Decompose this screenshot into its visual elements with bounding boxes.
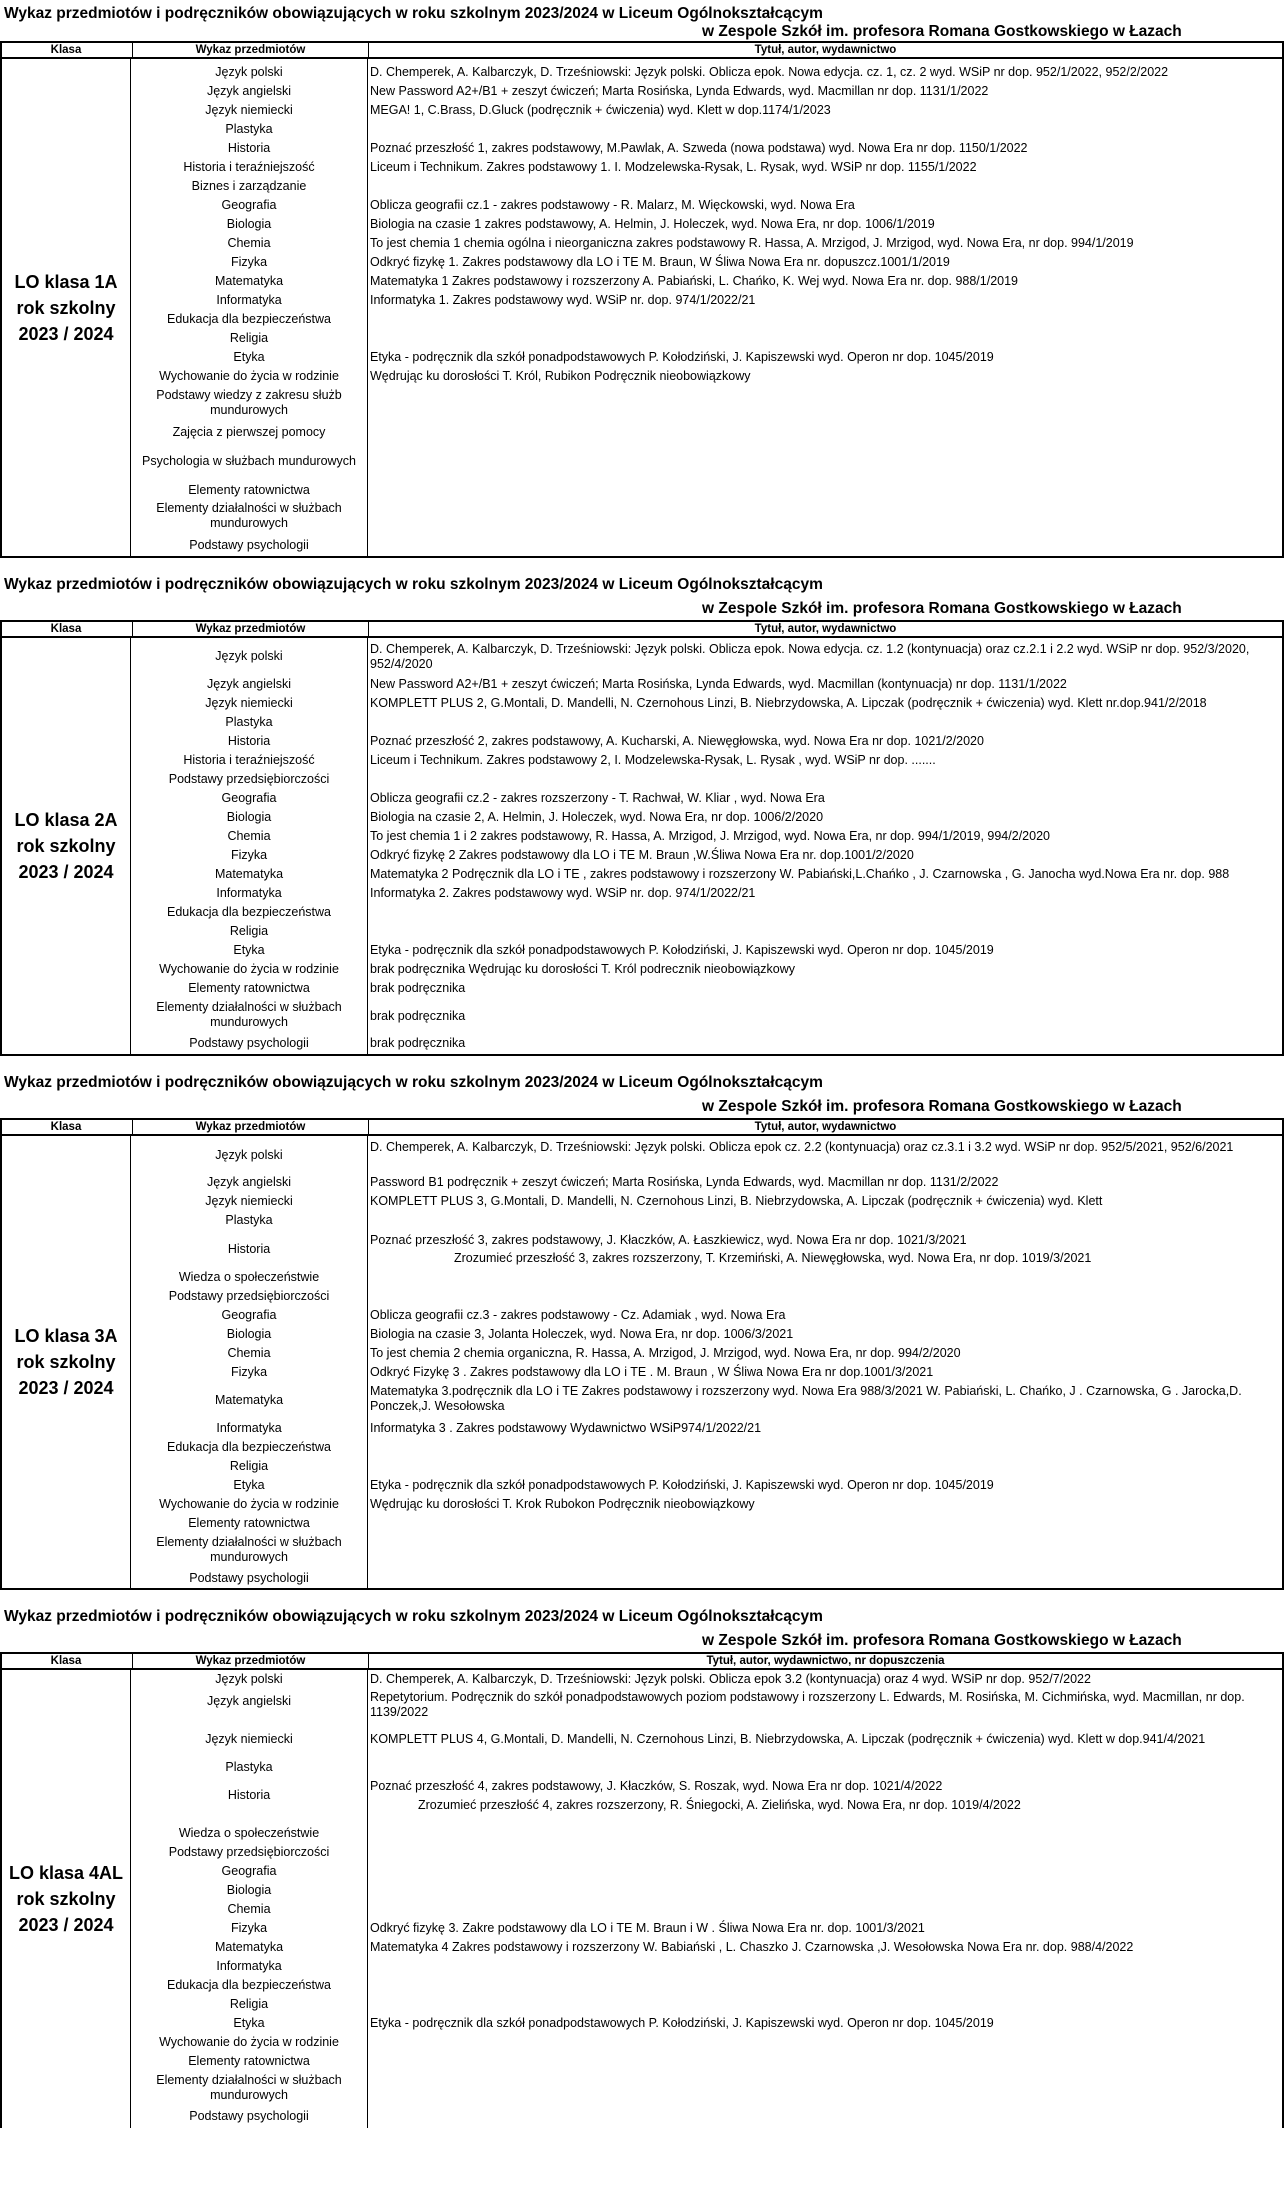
subjects-column bbox=[131, 638, 368, 1054]
subject-item: Język niemiecki bbox=[205, 1732, 293, 1746]
book-entry: New Password A2+/B1 + zeszyt ćwiczeń; Marta Rosińska, Lynda Edwards, wyd. Macmillan (kontynuacja) nr dop. 1131/1/2022 bbox=[370, 677, 1067, 691]
subject-item: Matematyka bbox=[214, 274, 284, 288]
header-tytul: Tytuł, autor, wydawnictwo, nr dopuszczenia bbox=[706, 1655, 945, 1667]
subject-item: Biologia bbox=[226, 217, 272, 231]
subject-item: Wychowanie do życia w rodzinie bbox=[159, 1497, 339, 1511]
subject-item: Religia bbox=[229, 1459, 269, 1473]
subject-item: Język polski bbox=[215, 649, 283, 663]
header-klasa: Klasa bbox=[50, 623, 82, 635]
section-subtitle: w Zespole Szkół im. profesora Romana Gostkowskiego w Łazach bbox=[702, 1632, 1182, 1649]
book-entry: Matematyka 4 Zakres podstawowy i rozszerzony W. Babiański , L. Chaszko J. Czarnowska ,J. Wesołowska Nowa Era nr. dop. 988/4/2022 bbox=[370, 1940, 1134, 1954]
subject-item: Podstawy psychologii bbox=[189, 1036, 309, 1050]
textbook-table bbox=[0, 1136, 1284, 1590]
subject-item: Etyka bbox=[233, 2016, 265, 2030]
subject-item: Etyka bbox=[233, 1478, 265, 1492]
subject-item: Informatyka bbox=[216, 886, 282, 900]
subject-item: Elementy ratownictwa bbox=[188, 1516, 310, 1530]
book-entry: Liceum i Technikum. Zakres podstawowy 2, I. Modzelewska-Rysak, L. Rysak , wyd. WSiP nr dop. ....... bbox=[370, 753, 936, 767]
book-entry: To jest chemia 1 i 2 zakres podstawowy, R. Hassa, A. Mrzigod, J. Mrzigod, wyd. Nowa Era, nr dop. 994/1/2019, 994/2/2020 bbox=[370, 829, 1050, 843]
header-przedmioty: Wykaz przedmiotów bbox=[132, 1120, 369, 1134]
subject-item: Język angielski bbox=[206, 84, 292, 98]
book-entry: D. Chemperek, A. Kalbarczyk, D. Trześniowski: Język polski. Oblicza epok. Nowa edycja. cz. 1.2 (kontynuacja) oraz cz.2.1 i 2.2 wyd. WSiP nr dop. 952/3/2020, 952/4/2020 bbox=[370, 642, 1250, 671]
book-entry: KOMPLETT PLUS 4, G.Montali, D. Mandelli, N. Czernohous Linzi, B. Niebrzydowska, A. Lipczak (podręcznik + ćwiczenia) wyd. Klett w dop.941/4/2021 bbox=[370, 1732, 1206, 1746]
book-entry: Oblicza geografii cz.3 - zakres podstawowy - Cz. Adamiak , wyd. Nowa Era bbox=[370, 1308, 786, 1322]
subject-item: Historia bbox=[227, 734, 271, 748]
subject-item: Elementy ratownictwa bbox=[188, 483, 310, 497]
book-entry: Wędrując ku dorosłości T. Krok Rubokon Podręcznik nieobowiązkowy bbox=[370, 1497, 755, 1511]
subject-item: Podstawy wiedzy z zakresu służb mundurowych bbox=[156, 388, 342, 417]
subject-item: Informatyka bbox=[216, 1421, 282, 1435]
subject-item: Język angielski bbox=[206, 677, 292, 691]
book-entry: Biologia na czasie 1 zakres podstawowy, A. Helmin, J. Holeczek, wyd. Nowa Era, nr dop. 1006/1/2019 bbox=[370, 217, 935, 231]
section-title: Wykaz przedmiotów i podręczników obowiązujących w roku szkolnym 2023/2024 w Liceum Ogólnokształcącym bbox=[4, 576, 823, 593]
subject-item: Język polski bbox=[215, 1148, 283, 1162]
subject-item: Fizyka bbox=[230, 1921, 268, 1935]
subject-item: Fizyka bbox=[230, 255, 268, 269]
subject-item: Historia bbox=[227, 1788, 271, 1802]
subject-item: Elementy ratownictwa bbox=[188, 981, 310, 995]
subject-item: Język niemiecki bbox=[205, 696, 293, 710]
book-entry: Odkryć Fizykę 3 . Zakres podstawowy dla LO i TE . M. Braun , W Śliwa Nowa Era nr dop.1001/3/2021 bbox=[370, 1365, 934, 1379]
subject-item: Wiedza o społeczeństwie bbox=[178, 1826, 320, 1840]
subject-item: Podstawy przedsiębiorczości bbox=[168, 1289, 330, 1303]
subject-item: Wychowanie do życia w rodzinie bbox=[159, 369, 339, 383]
section-subtitle: w Zespole Szkół im. profesora Romana Gostkowskiego w Łazach bbox=[702, 23, 1182, 40]
book-entry: Biologia na czasie 3, Jolanta Holeczek, wyd. Nowa Era, nr dop. 1006/3/2021 bbox=[370, 1327, 794, 1341]
subject-item: Historia bbox=[227, 1242, 271, 1256]
book-entry: Liceum i Technikum. Zakres podstawowy 1. I. Modzelewska-Rysak, L. Rysak, wyd. WSiP nr dop. 1155/1/2022 bbox=[370, 160, 977, 174]
class-cell: LO klasa 2A rok szkolny 2023 / 2024 bbox=[2, 638, 131, 1054]
book-entry: Matematyka 3.podręcznik dla LO i TE Zakres podstawowy i rozszerzony wyd. Nowa Era 988/3/2021 W. Pabiański, L. Chańko, J . Czarnowska, G . Jarocka,D. Ponczek,J. Wesołowska bbox=[370, 1384, 1242, 1413]
book-entry: Oblicza geografii cz.2 - zakres rozszerzony - T. Rachwał, W. Kliar , wyd. Nowa Era bbox=[370, 791, 825, 805]
book-entry: Repetytorium. Podręcznik do szkół ponadpodstawowych poziom podstawowy i rozszerzony L. Edwards, M. Rosińska, M. Cichmińska, wyd. Macmillan, nr dop. 1139/2022 bbox=[370, 1690, 1245, 1719]
subjects-column bbox=[131, 1670, 368, 2128]
book-entry: D. Chemperek, A. Kalbarczyk, D. Trześniowski: Język polski. Oblicza epok 3.2 (kontynuacja) oraz 4 wyd. WSiP nr dop. 952/7/2022 bbox=[370, 1672, 1091, 1686]
book-entry: MEGA! 1, C.Brass, D.Gluck (podręcznik + ćwiczenia) wyd. Klett w dop.1174/1/2023 bbox=[370, 103, 831, 117]
class-cell: LO klasa 1A rok szkolny 2023 / 2024 bbox=[2, 59, 131, 556]
subjects-column bbox=[131, 1136, 368, 1588]
subject-item: Informatyka bbox=[216, 1959, 282, 1973]
subject-item: Plastyka bbox=[225, 1213, 273, 1227]
section-title: Wykaz przedmiotów i podręczników obowiązujących w roku szkolnym 2023/2024 w Liceum Ogólnokształcącym bbox=[4, 5, 823, 22]
subjects-column bbox=[131, 59, 368, 556]
subject-item: Fizyka bbox=[230, 848, 268, 862]
subject-item: Chemia bbox=[227, 236, 271, 250]
subject-item: Matematyka bbox=[214, 1940, 284, 1954]
subject-item: Chemia bbox=[227, 1902, 271, 1916]
book-entry: brak podręcznika bbox=[370, 981, 466, 995]
subject-item: Podstawy psychologii bbox=[189, 2109, 309, 2123]
book-entry: Etyka - podręcznik dla szkół ponadpodstawowych P. Kołodziński, J. Kapiszewski wyd. Operon nr dop. 1045/2019 bbox=[370, 1478, 994, 1492]
book-entry: Informatyka 2. Zakres podstawowy wyd. WSiP nr. dop. 974/1/2022/21 bbox=[370, 886, 756, 900]
subject-item: Religia bbox=[229, 1997, 269, 2011]
subject-item: Geografia bbox=[221, 1308, 277, 1322]
subject-item: Język angielski bbox=[206, 1694, 292, 1708]
subject-item: Podstawy psychologii bbox=[189, 538, 309, 552]
subject-item: Wiedza o społeczeństwie bbox=[178, 1270, 320, 1284]
book-entry: Password B1 podręcznik + zeszyt ćwiczeń; Marta Rosińska, Lynda Edwards, wyd. Macmillan nr dop. 1131/2/2022 bbox=[370, 1175, 999, 1189]
subject-item: Historia bbox=[227, 141, 271, 155]
subject-item: Elementy działalności w służbach mundurowych bbox=[156, 2073, 342, 2102]
subject-item: Język niemiecki bbox=[205, 1194, 293, 1208]
subject-item: Edukacja dla bezpieczeństwa bbox=[167, 905, 331, 919]
subject-item: Informatyka bbox=[216, 293, 282, 307]
header-tytul: Tytuł, autor, wydawnictwo bbox=[754, 1121, 897, 1133]
subject-item: Język niemiecki bbox=[205, 103, 293, 117]
books-column bbox=[368, 1136, 1282, 1588]
book-entry: brak podręcznika Wędrując ku dorosłości T. Król podrecznik nieobowiązkowy bbox=[370, 962, 795, 976]
books-column bbox=[368, 1670, 1282, 2128]
book-entry: Informatyka 1. Zakres podstawowy wyd. WSiP nr. dop. 974/1/2022/21 bbox=[370, 293, 756, 307]
book-entry: Etyka - podręcznik dla szkół ponadpodstawowych P. Kołodziński, J. Kapiszewski wyd. Operon nr dop. 1045/2019 bbox=[370, 2016, 994, 2030]
subject-item: Plastyka bbox=[225, 1760, 273, 1774]
header-klasa: Klasa bbox=[50, 1121, 82, 1133]
subject-item: Geografia bbox=[221, 791, 277, 805]
subject-item: Etyka bbox=[233, 350, 265, 364]
subject-item: Plastyka bbox=[225, 122, 273, 136]
book-entry: New Password A2+/B1 + zeszyt ćwiczeń; Marta Rosińska, Lynda Edwards, wyd. Macmillan nr dop. 1131/1/2022 bbox=[370, 84, 989, 98]
header-przedmioty: Wykaz przedmiotów bbox=[132, 43, 369, 57]
subject-item: Wychowanie do życia w rodzinie bbox=[159, 2035, 339, 2049]
book-entry: To jest chemia 2 chemia organiczna, R. Hassa, A. Mrzigod, J. Mrzigod, wyd. Nowa Era, nr dop. 994/2/2020 bbox=[370, 1346, 961, 1360]
book-entry: brak podręcznika bbox=[370, 1009, 466, 1023]
subject-item: Matematyka bbox=[214, 1393, 284, 1407]
subject-item: Elementy działalności w służbach mundurowych bbox=[156, 501, 342, 530]
header-tytul: Tytuł, autor, wydawnictwo bbox=[754, 44, 897, 56]
book-entry: Zrozumieć przeszłość 4, zakres rozszerzony, R. Śniegocki, A. Zielińska, wyd. Nowa Era, nr dop. 1019/4/2022 bbox=[418, 1798, 1021, 1812]
book-entry: Etyka - podręcznik dla szkół ponadpodstawowych P. Kołodziński, J. Kapiszewski wyd. Operon nr dop. 1045/2019 bbox=[370, 943, 994, 957]
book-entry: KOMPLETT PLUS 3, G.Montali, D. Mandelli, N. Czernohous Linzi, B. Niebrzydowska, A. Lipczak (podręcznik + ćwiczenia) wyd. Klett bbox=[370, 1194, 1103, 1208]
book-entry: Odkryć fizykę 2 Zakres podstawowy dla LO i TE M. Braun ,W.Śliwa Nowa Era nr. dop.1001/2/2020 bbox=[370, 848, 914, 862]
subject-item: Matematyka bbox=[214, 867, 284, 881]
subject-item: Biznes i zarządzanie bbox=[191, 179, 307, 193]
section-title: Wykaz przedmiotów i podręczników obowiązujących w roku szkolnym 2023/2024 w Liceum Ogólnokształcącym bbox=[4, 1608, 823, 1625]
header-klasa: Klasa bbox=[50, 1655, 82, 1667]
subject-item: Elementy działalności w służbach mundurowych bbox=[156, 1535, 342, 1564]
table-header bbox=[0, 41, 1284, 59]
book-entry: Informatyka 3 . Zakres podstawowy Wydawnictwo WSiP974/1/2022/21 bbox=[370, 1421, 762, 1435]
books-column bbox=[368, 638, 1282, 1054]
subject-item: Podstawy psychologii bbox=[189, 1571, 309, 1585]
book-entry: Matematyka 2 Podręcznik dla LO i TE , zakres podstawowy i rozszerzony W. Pabiański,L.Chańko , J. Czarnowska , G. Janocha wyd.Nowa Era nr. dop. 988 bbox=[370, 867, 1230, 881]
book-entry: Poznać przeszłość 2, zakres podstawowy, A. Kucharski, A. Niewęgłowska, wyd. Nowa Era nr dop. 1021/2/2020 bbox=[370, 734, 984, 748]
book-entry: Poznać przeszłość 4, zakres podstawowy, J. Kłaczków, S. Roszak, wyd. Nowa Era nr dop. 1021/4/2022 bbox=[370, 1779, 943, 1793]
book-entry: Biologia na czasie 2, A. Helmin, J. Holeczek, wyd. Nowa Era, nr dop. 1006/2/2020 bbox=[370, 810, 824, 824]
subject-item: Biologia bbox=[226, 1327, 272, 1341]
book-entry: Oblicza geografii cz.1 - zakres podstawowy - R. Malarz, M. Więckowski, wyd. Nowa Era bbox=[370, 198, 855, 212]
book-entry: brak podręcznika bbox=[370, 1036, 466, 1050]
table-header bbox=[0, 1652, 1284, 1670]
subject-item: Chemia bbox=[227, 829, 271, 843]
subject-item: Religia bbox=[229, 331, 269, 345]
book-entry: D. Chemperek, A. Kalbarczyk, D. Trześniowski: Język polski. Oblicza epok cz. 2.2 (kontynuacja) oraz cz.3.1 i 3.2 wyd. WSiP nr dop. 952/5/2021, 952/6/2021 bbox=[370, 1140, 1234, 1154]
subject-item: Zajęcia z pierwszej pomocy bbox=[172, 425, 326, 439]
class-cell: LO klasa 3A rok szkolny 2023 / 2024 bbox=[2, 1136, 131, 1588]
section-title: Wykaz przedmiotów i podręczników obowiązujących w roku szkolnym 2023/2024 w Liceum Ogólnokształcącym bbox=[4, 1074, 823, 1091]
header-przedmioty: Wykaz przedmiotów bbox=[132, 622, 369, 636]
subject-item: Edukacja dla bezpieczeństwa bbox=[167, 1440, 331, 1454]
header-przedmioty: Wykaz przedmiotów bbox=[132, 1654, 369, 1668]
subject-item: Etyka bbox=[233, 943, 265, 957]
subject-item: Edukacja dla bezpieczeństwa bbox=[167, 312, 331, 326]
subject-item: Podstawy przedsiębiorczości bbox=[168, 772, 330, 786]
section-subtitle: w Zespole Szkół im. profesora Romana Gostkowskiego w Łazach bbox=[702, 1098, 1182, 1115]
subject-item: Geografia bbox=[221, 1864, 277, 1878]
subject-item: Historia i teraźniejszość bbox=[183, 753, 315, 767]
subject-item: Psychologia w służbach mundurowych bbox=[142, 454, 356, 468]
subject-item: Biologia bbox=[226, 810, 272, 824]
book-entry: Zrozumieć przeszłość 3, zakres rozszerzony, T. Krzemiński, A. Niewęgłowska, wyd. Nowa Era, nr dop. 1019/3/2021 bbox=[454, 1251, 1092, 1265]
books-column bbox=[368, 59, 1282, 556]
textbook-table bbox=[0, 1670, 1284, 2128]
subject-item: Język polski bbox=[215, 1672, 283, 1686]
book-entry: KOMPLETT PLUS 2, G.Montali, D. Mandelli, N. Czernohous Linzi, B. Niebrzydowska, A. Lipczak (podręcznik + ćwiczenia) wyd. Klett nr.dop.941/2/2018 bbox=[370, 696, 1207, 710]
subject-item: Elementy ratownictwa bbox=[188, 2054, 310, 2068]
table-header bbox=[0, 1118, 1284, 1136]
textbook-table bbox=[0, 59, 1284, 558]
subject-item: Religia bbox=[229, 924, 269, 938]
book-entry: Odkryć fizykę 3. Zakre podstawowy dla LO i TE M. Braun i W . Śliwa Nowa Era nr. dop. 1001/3/2021 bbox=[370, 1921, 925, 1935]
book-entry: Wędrując ku dorosłości T. Król, Rubikon Podręcznik nieobowiązkowy bbox=[370, 369, 751, 383]
textbook-table bbox=[0, 638, 1284, 1056]
header-tytul: Tytuł, autor, wydawnictwo bbox=[754, 623, 897, 635]
subject-item: Wychowanie do życia w rodzinie bbox=[159, 962, 339, 976]
subject-item: Edukacja dla bezpieczeństwa bbox=[167, 1978, 331, 1992]
subject-item: Chemia bbox=[227, 1346, 271, 1360]
header-klasa: Klasa bbox=[50, 44, 82, 56]
subject-item: Język angielski bbox=[206, 1175, 292, 1189]
book-entry: Odkryć fizykę 1. Zakres podstawowy dla LO i TE M. Braun, W Śliwa Nowa Era nr. dopuszcz.1001/1/2019 bbox=[370, 255, 950, 269]
subject-item: Elementy działalności w służbach mundurowych bbox=[156, 1000, 342, 1029]
book-entry: D. Chemperek, A. Kalbarczyk, D. Trześniowski: Język polski. Oblicza epok. Nowa edycja. cz. 1, cz. 2 wyd. WSiP nr dop. 952/1/2022, 952/2/2022 bbox=[370, 65, 1169, 79]
class-cell: LO klasa 4AL rok szkolny 2023 / 2024 bbox=[2, 1670, 131, 2128]
subject-item: Geografia bbox=[221, 198, 277, 212]
subject-item: Historia i teraźniejszość bbox=[183, 160, 315, 174]
table-header bbox=[0, 620, 1284, 638]
subject-item: Język polski bbox=[215, 65, 283, 79]
book-entry: Etyka - podręcznik dla szkół ponadpodstawowych P. Kołodziński, J. Kapiszewski wyd. Operon nr dop. 1045/2019 bbox=[370, 350, 994, 364]
book-entry: Matematyka 1 Zakres podstawowy i rozszerzony A. Pabiański, L. Chańko, K. Wej wyd. Nowa Era nr. dop. 988/1/2019 bbox=[370, 274, 1019, 288]
book-entry: To jest chemia 1 chemia ogólna i nieorganiczna zakres podstawowy R. Hassa, A. Mrzigod, J. Mrzigod, wyd. Nowa Era, nr dop. 994/1/2019 bbox=[370, 236, 1134, 250]
subject-item: Biologia bbox=[226, 1883, 272, 1897]
subject-item: Fizyka bbox=[230, 1365, 268, 1379]
subject-item: Plastyka bbox=[225, 715, 273, 729]
book-entry: Poznać przeszłość 3, zakres podstawowy, J. Kłaczków, A. Łaszkiewicz, wyd. Nowa Era nr dop. 1021/3/2021 bbox=[370, 1233, 967, 1247]
section-subtitle: w Zespole Szkół im. profesora Romana Gostkowskiego w Łazach bbox=[702, 600, 1182, 617]
subject-item: Podstawy przedsiębiorczości bbox=[168, 1845, 330, 1859]
book-entry: Poznać przeszłość 1, zakres podstawowy, M.Pawlak, A. Szweda (nowa podstawa) wyd. Nowa Era nr dop. 1150/1/2022 bbox=[370, 141, 1028, 155]
